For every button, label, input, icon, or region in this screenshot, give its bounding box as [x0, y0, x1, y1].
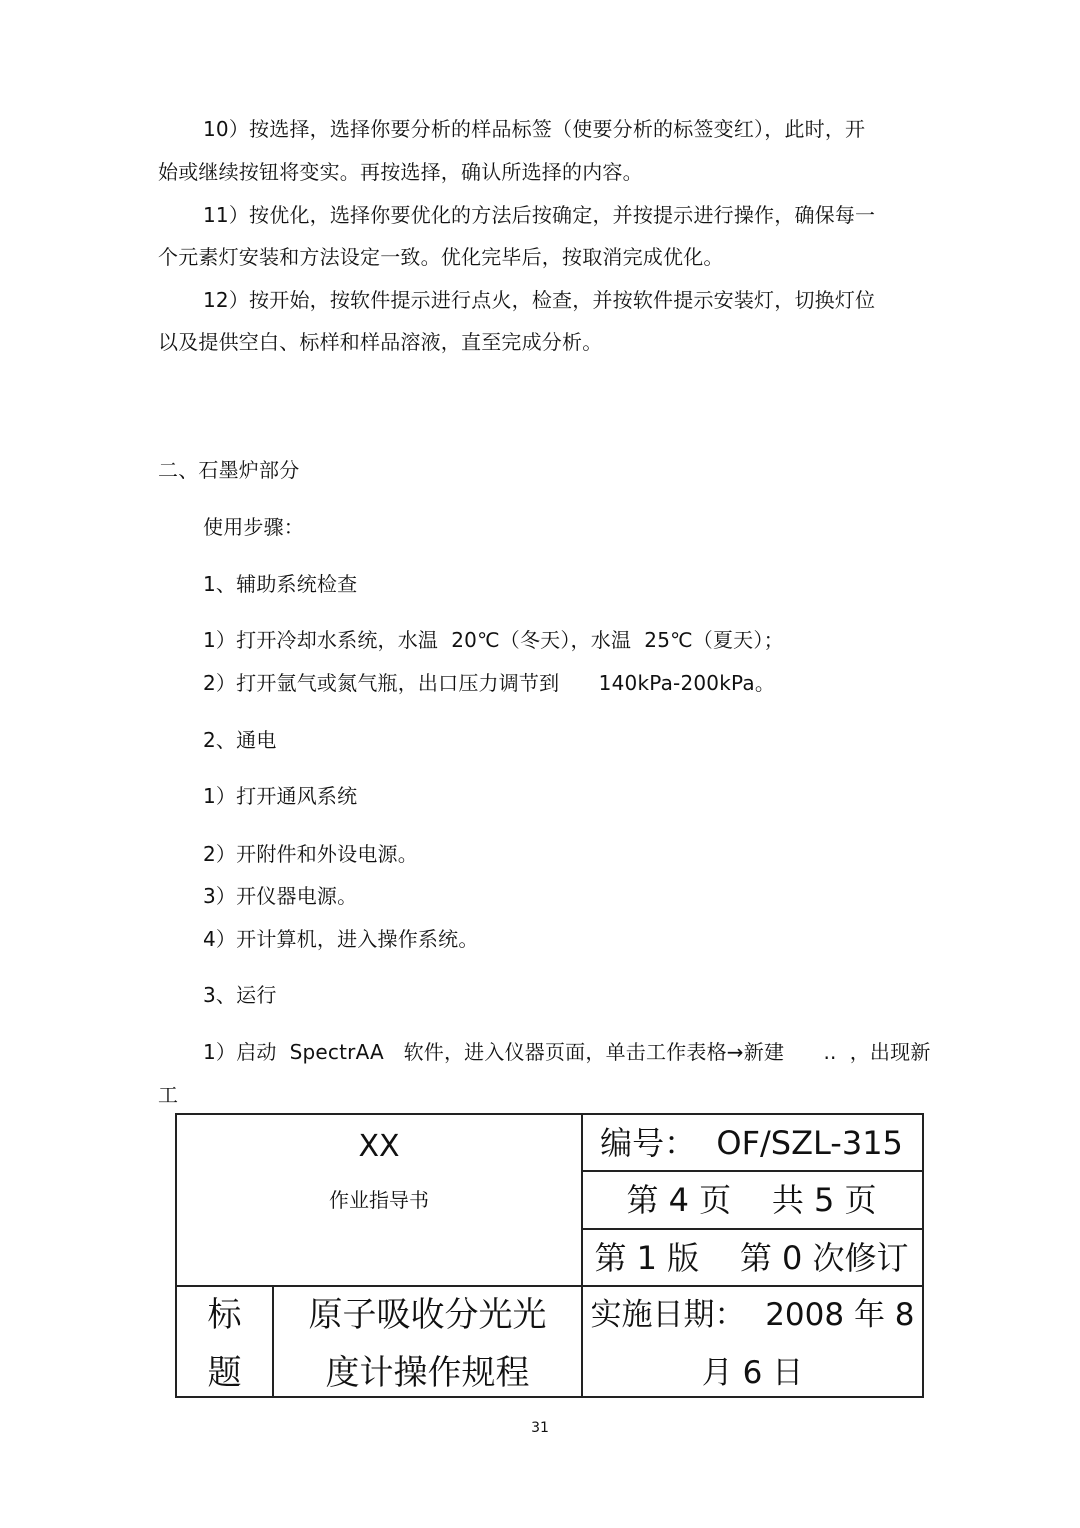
step-heading-run: 3、运行 — [203, 983, 277, 1007]
table-divider — [177, 1285, 922, 1287]
document-title: 原子吸收分光光 — [308, 1295, 547, 1335]
effective-date: 月 6 日 — [701, 1355, 804, 1391]
company-name: XX — [358, 1129, 400, 1164]
step-item: 2）开附件和外设电源。 — [203, 842, 418, 866]
document-number: 编号： OF/SZL-315 — [600, 1124, 903, 1162]
page-info: 第 4 页 共 5 页 — [626, 1181, 877, 1219]
effective-date: 实施日期： 2008 年 8 — [590, 1297, 915, 1333]
step-item: 3）开仪器电源。 — [203, 884, 358, 908]
step-heading-aux-check: 1、辅助系统检查 — [203, 572, 358, 596]
paragraph-line-10-b: 始或继续按钮将变实。再按选择，确认所选择的内容。 — [158, 160, 643, 184]
step-heading-power-on: 2、通电 — [203, 728, 277, 752]
step-item: 4）开计算机，进入操作系统。 — [203, 927, 479, 951]
section-heading-graphite-furnace: 二、石墨炉部分 — [158, 458, 300, 482]
table-divider — [581, 1170, 922, 1172]
paragraph-line-12-a: 12）按开始，按软件提示进行点火，检查，并按软件提示安装灯，切换灯位 — [203, 288, 876, 312]
step-item-continuation: 工 — [158, 1083, 179, 1107]
version-info: 第 1 版 第 0 次修订 — [594, 1239, 909, 1277]
document-type: 作业指导书 — [329, 1188, 429, 1212]
document-title: 度计操作规程 — [325, 1353, 530, 1393]
step-item: 1）打开冷却水系统，水温 20℃（冬天），水温 25℃（夏天）； — [203, 628, 784, 652]
step-item: 1）打开通风系统 — [203, 784, 358, 808]
page-number: 31 — [531, 1420, 549, 1436]
paragraph-line-11-b: 个元素灯安装和方法设定一致。优化完毕后，按取消完成优化。 — [158, 245, 724, 269]
step-item: 1）启动 SpectrAA 软件，进入仪器页面，单击工作表格→新建 .. ，出现新 — [203, 1040, 931, 1064]
paragraph-line-11-a: 11）按优化，选择你要优化的方法后按确定，并按提示进行操作，确保每一 — [203, 203, 876, 227]
paragraph-line-10-a: 10）按选择，选择你要分析的样品标签（使要分析的标签变红），此时，开 — [203, 117, 866, 141]
title-label: 题 — [207, 1353, 242, 1393]
title-label: 标 — [207, 1295, 242, 1335]
step-item: 2）打开氩气或氮气瓶，出口压力调节到 140kPa-200kPa。 — [203, 671, 776, 695]
table-divider — [581, 1228, 922, 1230]
steps-label: 使用步骤： — [203, 515, 304, 539]
document-header-table — [175, 1113, 924, 1398]
paragraph-line-12-b: 以及提供空白、标样和样品溶液，直至完成分析。 — [158, 330, 603, 354]
